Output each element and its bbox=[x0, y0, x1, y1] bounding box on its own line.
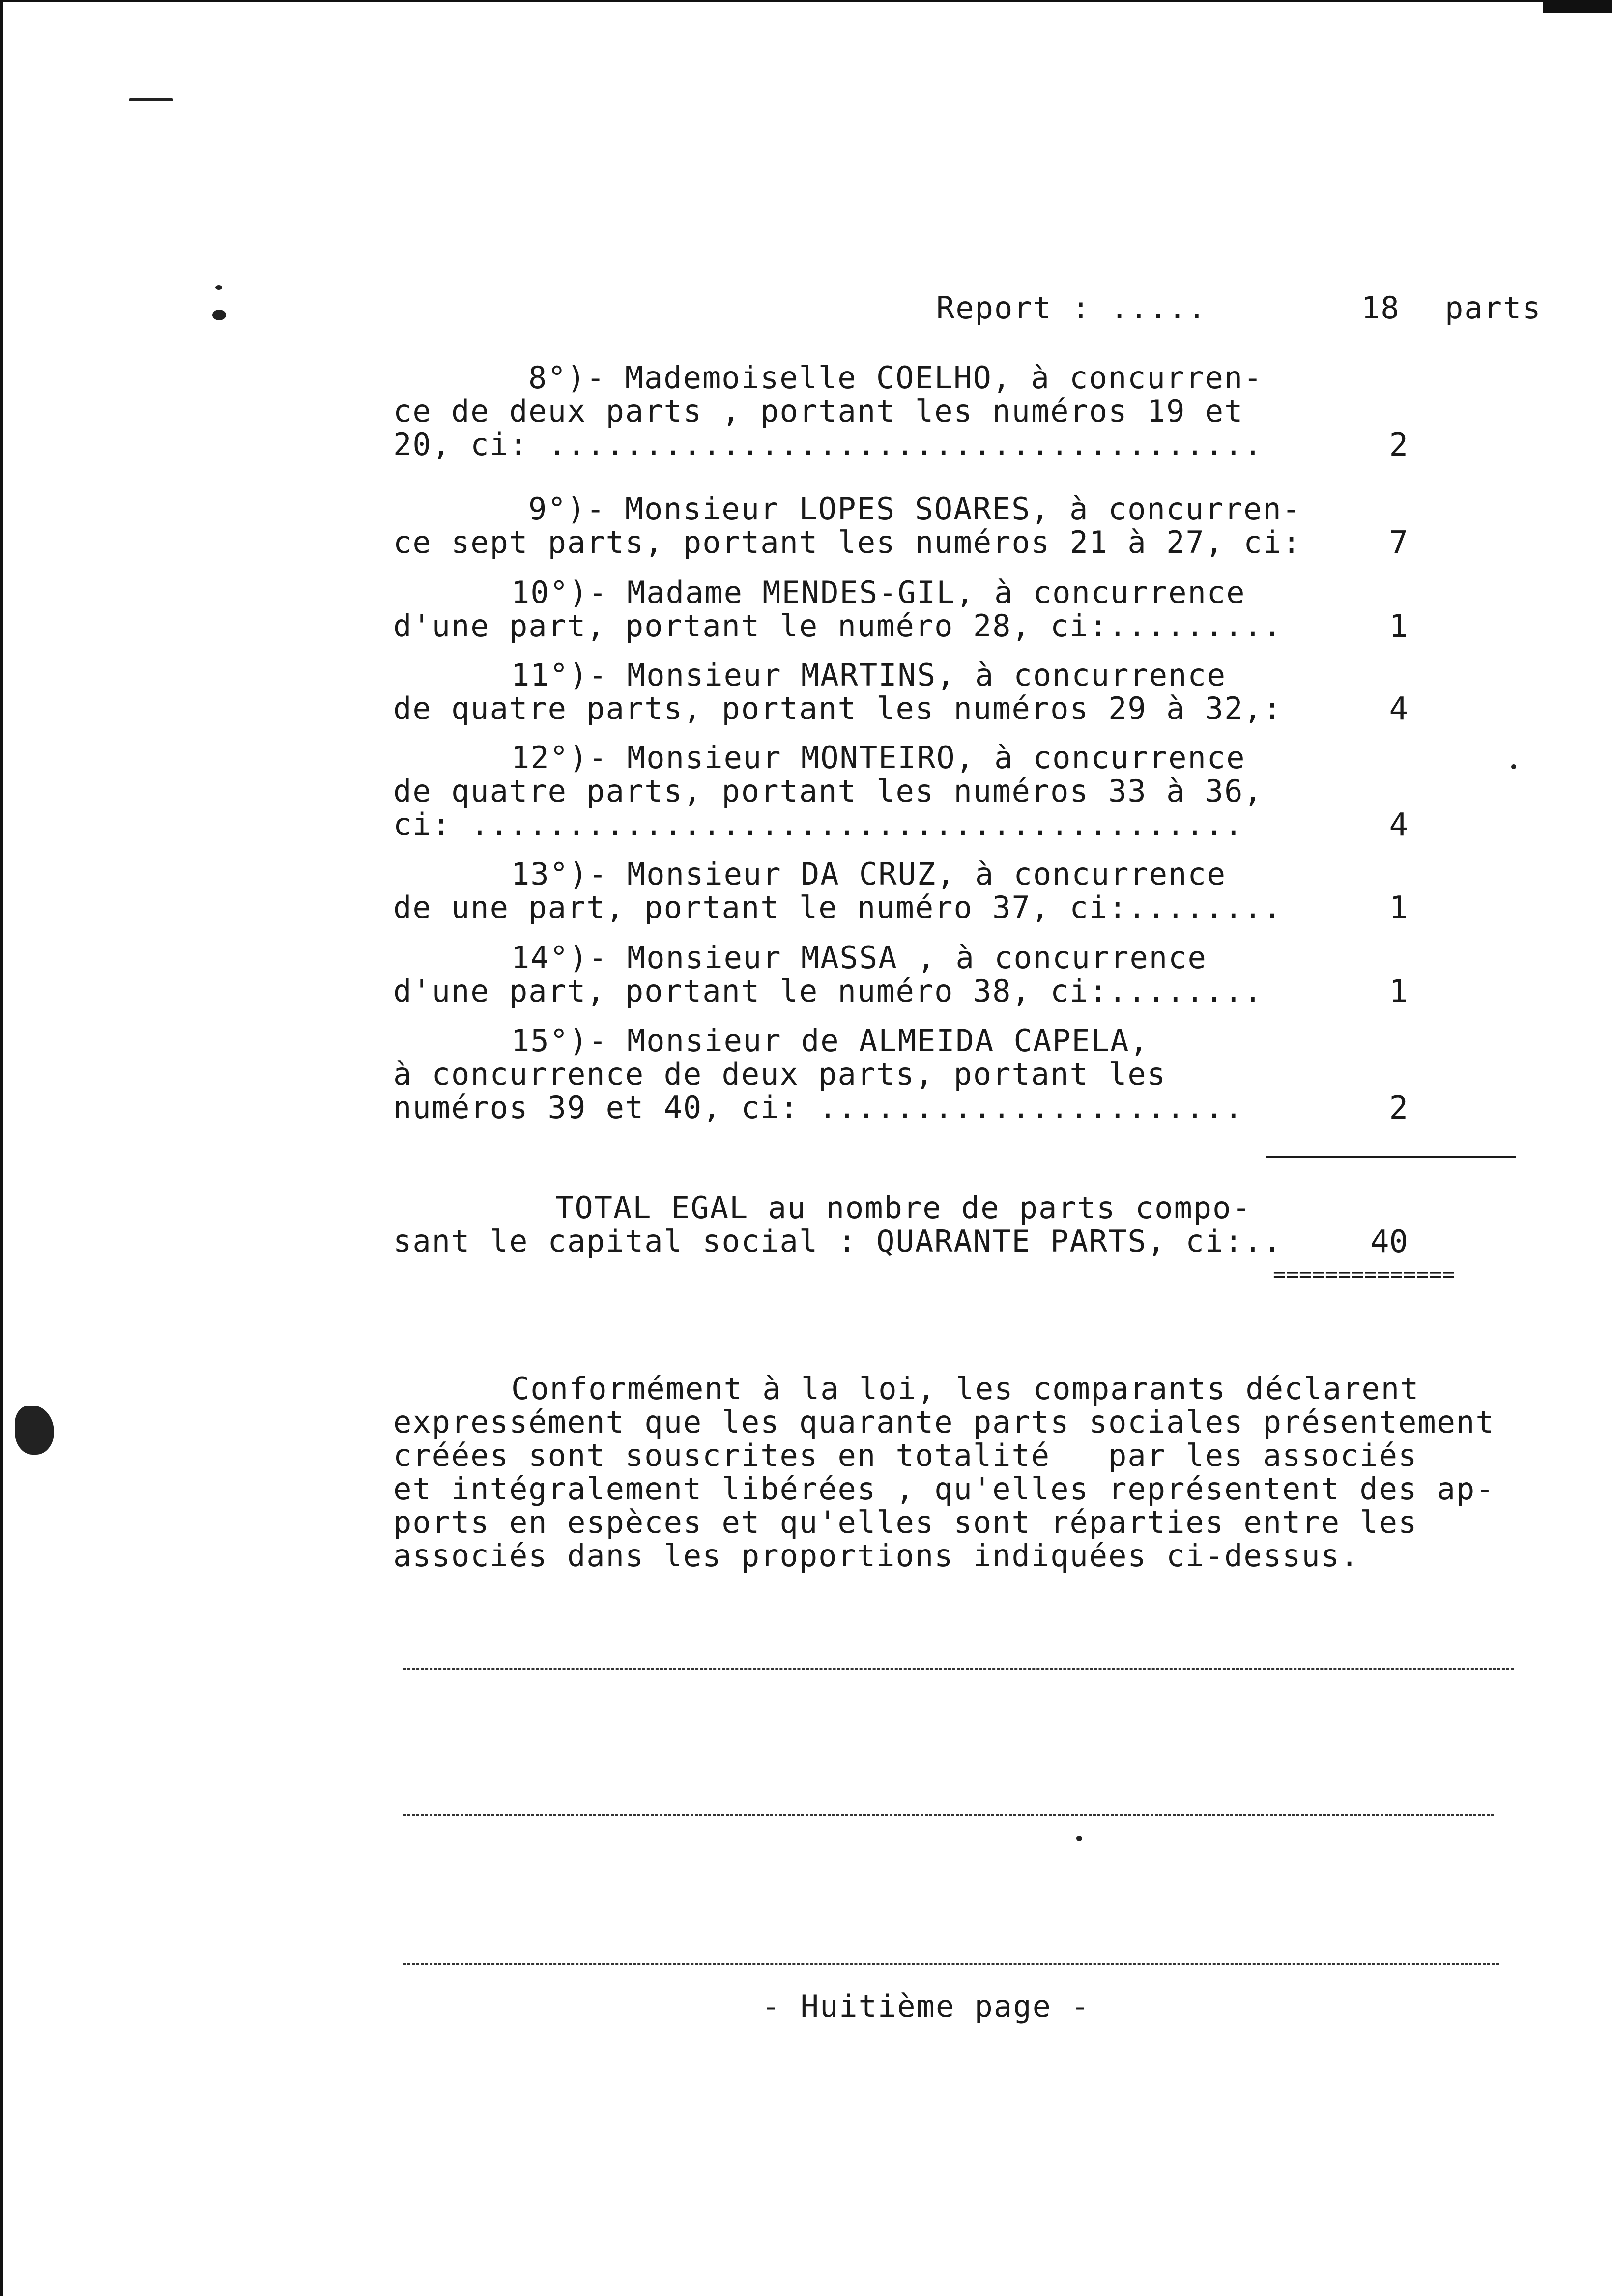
entry-line: à concurrence de deux parts, portant les bbox=[393, 1056, 1167, 1092]
paragraph-line: créées sont souscrites en totalité par les associés bbox=[393, 1437, 1418, 1473]
margin-mark bbox=[215, 285, 222, 290]
entry-value: 4 bbox=[1389, 807, 1408, 843]
entry-value: 4 bbox=[1389, 691, 1408, 727]
entry-line: 20, ci: ..................................... bbox=[393, 427, 1263, 462]
entry-line: 11°)- Monsieur MARTINS, à concurrence bbox=[511, 657, 1227, 693]
entry-value: 2 bbox=[1389, 427, 1408, 463]
sum-rule bbox=[1266, 1156, 1516, 1158]
page-footer: - Huitième page - bbox=[762, 1988, 1091, 2024]
total-line: TOTAL EGAL au nombre de parts compo- bbox=[555, 1190, 1251, 1226]
entry-line: 13°)- Monsieur DA CRUZ, à concurrence bbox=[511, 856, 1227, 892]
report-unit: parts bbox=[1445, 290, 1542, 326]
paragraph-line: ports en espèces et qu'elles sont réparties entre les bbox=[393, 1504, 1418, 1540]
margin-mark bbox=[212, 310, 226, 320]
margin-mark bbox=[1511, 764, 1516, 769]
entry-line: 9°)- Monsieur LOPES SOARES, à concurren- bbox=[528, 491, 1302, 527]
blank-line bbox=[403, 1668, 1514, 1670]
paragraph-line: Conformément à la loi, les comparants déclarent bbox=[511, 1371, 1420, 1406]
entry-line: de quatre parts, portant les numéros 33 à 36, bbox=[393, 773, 1263, 809]
entry-line: de une part, portant le numéro 37, ci:........ bbox=[393, 890, 1283, 925]
entry-line: d'une part, portant le numéro 38, ci:........ bbox=[393, 973, 1263, 1009]
entry-value: 1 bbox=[1389, 974, 1408, 1010]
margin-mark bbox=[129, 98, 173, 101]
report-value: 18 bbox=[1361, 290, 1400, 326]
entry-value: 1 bbox=[1389, 608, 1408, 645]
entry-line: d'une part, portant le numéro 28, ci:......... bbox=[393, 608, 1283, 644]
entry-line: de quatre parts, portant les numéros 29 à 32,: bbox=[393, 690, 1283, 726]
entry-line: 12°)- Monsieur MONTEIRO, à concurrence bbox=[511, 740, 1246, 775]
entry-line: 10°)- Madame MENDES-GIL, à concurrence bbox=[511, 574, 1246, 610]
blank-line bbox=[403, 1814, 1494, 1816]
report-label: Report : ..... bbox=[936, 290, 1207, 326]
paragraph-line: expressément que les quarante parts sociales présentement bbox=[393, 1404, 1495, 1440]
paragraph-line: et intégralement libérées , qu'elles représentent des ap- bbox=[393, 1471, 1495, 1507]
entry-line: 14°)- Monsieur MASSA , à concurrence bbox=[511, 940, 1207, 976]
total-double-rule: ============== bbox=[1273, 1262, 1455, 1287]
entry-value: 2 bbox=[1389, 1090, 1408, 1126]
margin-mark bbox=[1076, 1836, 1082, 1841]
entry-line: numéros 39 et 40, ci: ...................... bbox=[393, 1090, 1244, 1125]
entry-line: ce de deux parts , portant les numéros 19 et bbox=[393, 393, 1244, 429]
entry-line: ce sept parts, portant les numéros 21 à 27, ci: bbox=[393, 524, 1302, 560]
entry-value: 7 bbox=[1389, 525, 1408, 561]
entry-line: ci: ........................................ bbox=[393, 806, 1244, 842]
entry-value: 1 bbox=[1389, 890, 1408, 926]
entry-line: 8°)- Mademoiselle COELHO, à concurren- bbox=[528, 360, 1263, 396]
blank-line bbox=[403, 1963, 1499, 1965]
total-line: sant le capital social : QUARANTE PARTS, ci:.. bbox=[393, 1223, 1283, 1259]
entry-line: 15°)- Monsieur de ALMEIDA CAPELA, bbox=[511, 1023, 1149, 1059]
total-value: 40 bbox=[1370, 1224, 1408, 1260]
paragraph-line: associés dans les proportions indiquées ci-dessus. bbox=[393, 1538, 1360, 1574]
